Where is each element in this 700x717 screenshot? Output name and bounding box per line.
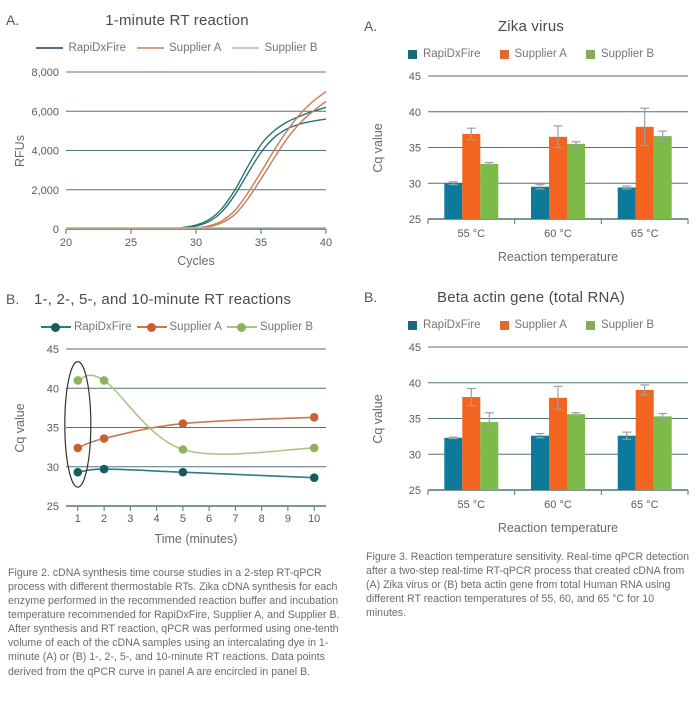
legend-item-supplier-a xyxy=(500,319,567,331)
x-category-label: 60 °C xyxy=(544,228,572,240)
x-tick-label: 1 xyxy=(74,513,81,525)
x-tick-label: 5 xyxy=(179,513,186,525)
x-tick-label: 35 xyxy=(254,237,268,249)
x-category-label: 65 °C xyxy=(630,499,659,511)
series-line-supplier-b xyxy=(78,375,314,454)
line-chart-svg xyxy=(8,58,344,272)
figure3-column xyxy=(350,0,700,717)
series-line-rapidxfire xyxy=(78,469,314,478)
series-line-supplier-a-replicate-2 xyxy=(66,101,326,228)
x-axis-title: Cycles xyxy=(177,254,215,268)
panel-title-zika-virus: Zika virus xyxy=(497,18,565,35)
y-tick-label: 4,000 xyxy=(31,145,59,158)
legend-item-supplier-b xyxy=(232,42,317,54)
y-tick-label: 8,000 xyxy=(31,67,59,79)
legend-square-swatch xyxy=(500,50,509,59)
panel-title-rt-timecourse: 1-, 2-, 5-, and 10-minute RT reactions xyxy=(34,291,292,308)
legend-square-swatch xyxy=(408,50,417,59)
legend-label: Supplier B xyxy=(600,48,654,60)
legend-label: RapiDxFire xyxy=(73,321,132,333)
legend-label: Supplier B xyxy=(600,319,654,331)
legend-label: Supplier A xyxy=(514,319,567,331)
chart-legend xyxy=(364,319,698,331)
legend-item-rapidxfire xyxy=(408,319,481,331)
bar-supplier-b xyxy=(567,414,585,490)
y-tick-label: 45 xyxy=(46,344,59,356)
y-axis-title: Cq value xyxy=(371,394,385,444)
legend-item-supplier-a xyxy=(137,42,221,54)
x-tick-label: 25 xyxy=(124,237,138,249)
legend-dotline-swatch xyxy=(41,323,71,332)
y-tick-label: 35 xyxy=(46,422,59,435)
y-tick-label: 25 xyxy=(408,214,421,226)
x-tick-label: 20 xyxy=(59,237,73,249)
x-tick-label: 6 xyxy=(206,513,213,525)
chart-legend xyxy=(364,48,698,60)
panel-title-beta-actin: Beta actin gene (total RNA) xyxy=(437,289,625,306)
data-point-supplier-a xyxy=(100,434,109,443)
legend-dotline-swatch xyxy=(227,323,257,332)
y-axis-title: RFUs xyxy=(13,135,27,167)
bar-rapidxfire xyxy=(618,188,636,220)
x-tick-label: 2 xyxy=(101,513,108,525)
x-tick-label: 7 xyxy=(232,513,239,525)
legend-dotline-swatch xyxy=(137,323,167,332)
data-point-rapidxfire xyxy=(179,468,188,477)
x-axis-title: Reaction temperature xyxy=(497,521,619,535)
panel-fig2b xyxy=(6,291,348,556)
panel-header xyxy=(6,291,348,308)
legend-label: Supplier B xyxy=(264,42,318,54)
legend-line-swatch xyxy=(232,47,259,49)
figure3-caption: Figure 3. Reaction temperature sensitivity. Real-time qPCR detection after a two-step real-time RT-qPCR process that created cDNA from (A) Zika virus or (B) beta actin gene from total Human RNA using different RT reaction temperatures of 55, 60, and 65 °C for 10 minutes. xyxy=(366,551,690,620)
panel-header xyxy=(6,12,348,29)
panel-label-b: B. xyxy=(364,289,378,305)
legend-label: RapiDxFire xyxy=(68,42,126,54)
bar-chart-svg xyxy=(366,335,700,541)
x-axis-title: Time (minutes) xyxy=(154,532,238,546)
y-axis-title: Cq value xyxy=(371,123,385,173)
legend-label: Supplier B xyxy=(259,321,313,333)
y-tick-label: 45 xyxy=(408,71,421,83)
x-tick-label: 4 xyxy=(153,513,160,525)
panel-header xyxy=(364,289,698,306)
bar-supplier-b xyxy=(654,136,672,219)
legend-item-supplier-b xyxy=(227,321,313,333)
y-axis-title: Cq value xyxy=(13,403,27,453)
legend-item-supplier-a xyxy=(500,48,567,60)
line-chart-svg xyxy=(8,337,344,551)
legend-label: Supplier A xyxy=(169,321,222,333)
bar-supplier-a xyxy=(636,390,654,490)
legend-dot-swatch xyxy=(147,323,156,332)
bar-supplier-b xyxy=(480,164,498,219)
bar-supplier-a xyxy=(549,398,567,490)
y-tick-label: 0 xyxy=(52,224,59,236)
legend-label: Supplier A xyxy=(169,42,222,54)
panel-label-a: A. xyxy=(364,18,378,34)
y-tick-label: 30 xyxy=(408,178,421,191)
x-tick-label: 10 xyxy=(308,513,321,525)
legend-item-supplier-b xyxy=(586,48,654,60)
legend-square-swatch xyxy=(500,321,509,330)
legend-label: RapiDxFire xyxy=(422,319,481,331)
data-point-supplier-b xyxy=(100,376,109,385)
bar-supplier-a xyxy=(549,137,567,219)
x-tick-label: 9 xyxy=(284,513,291,525)
y-tick-label: 30 xyxy=(46,461,59,474)
amplification-line-chart xyxy=(8,58,348,277)
bar-rapidxfire xyxy=(444,438,462,490)
panel-title-1min-rt: 1-minute RT reaction xyxy=(105,12,249,29)
legend-label: RapiDxFire xyxy=(422,48,481,60)
x-tick-label: 40 xyxy=(319,237,333,249)
y-tick-label: 2,000 xyxy=(31,184,59,197)
y-tick-label: 30 xyxy=(408,449,421,462)
x-category-label: 60 °C xyxy=(544,499,572,511)
panel-fig3b xyxy=(364,289,698,546)
cq-timecourse-line-chart xyxy=(8,337,348,556)
legend-item-supplier-b xyxy=(586,319,654,331)
x-tick-label: 30 xyxy=(189,237,203,249)
legend-line-swatch xyxy=(137,47,164,49)
zika-bar-chart xyxy=(366,64,698,275)
x-category-label: 65 °C xyxy=(630,228,659,240)
x-tick-label: 8 xyxy=(258,513,265,525)
data-point-rapidxfire xyxy=(310,473,319,482)
legend-square-swatch xyxy=(586,321,595,330)
y-tick-label: 45 xyxy=(408,342,421,354)
y-tick-label: 40 xyxy=(408,106,421,119)
x-axis-title: Reaction temperature xyxy=(497,250,619,264)
bar-supplier-a xyxy=(462,134,480,219)
data-point-supplier-b xyxy=(179,445,188,454)
legend-item-rapidxfire xyxy=(36,42,126,54)
data-point-supplier-b xyxy=(74,376,83,385)
panel-label-b: B. xyxy=(6,291,20,307)
figure2-caption: Figure 2. cDNA synthesis time course studies in a 2-step RT-qPCR process with different thermostable RTs. Zika cDNA synthesis for each enzyme performed in the recommended reaction buffer and incubation temperature recommended for RapiDxFire, Supplier A, and Supplier B. After synthesis and RT reaction, qPCR was performed using one-tenth volume of each of the cDNA samples using an intercalating dye in 1-minute (A) or (B) 1-, 2-, 5-, and 10-minute RT reactions. Data points derived from the qPCR curve in panel A are encircled in panel B. xyxy=(8,567,340,678)
chart-legend xyxy=(6,42,348,54)
data-point-supplier-a xyxy=(179,419,188,428)
legend-dot-swatch xyxy=(51,323,60,332)
data-point-supplier-a xyxy=(310,413,319,422)
bar-supplier-b xyxy=(654,416,672,490)
bar-rapidxfire xyxy=(444,183,462,219)
y-tick-label: 25 xyxy=(408,485,421,497)
legend-square-swatch xyxy=(586,50,595,59)
bar-supplier-b xyxy=(480,422,498,490)
data-point-supplier-a xyxy=(74,444,83,453)
y-tick-label: 40 xyxy=(408,377,421,390)
y-tick-label: 25 xyxy=(46,501,59,513)
data-point-rapidxfire xyxy=(74,468,83,477)
legend-dot-swatch xyxy=(237,323,246,332)
beta-actin-bar-chart xyxy=(366,335,698,546)
panel-label-a: A. xyxy=(6,12,20,28)
legend-item-supplier-a xyxy=(137,321,222,333)
data-point-supplier-b xyxy=(310,444,319,453)
panel-fig3a xyxy=(364,18,698,275)
data-point-rapidxfire xyxy=(100,465,109,474)
x-category-label: 55 °C xyxy=(457,228,486,240)
series-line-supplier-a xyxy=(78,417,314,448)
panel-fig2a xyxy=(6,12,348,277)
bar-chart-svg xyxy=(366,64,700,270)
y-tick-label: 35 xyxy=(408,142,421,155)
legend-item-rapidxfire xyxy=(41,321,132,333)
bar-rapidxfire xyxy=(618,436,636,490)
y-tick-label: 35 xyxy=(408,413,421,426)
series-line-rapidxfire-replicate-2 xyxy=(66,119,326,228)
chart-legend xyxy=(6,321,348,333)
legend-square-swatch xyxy=(408,321,417,330)
bar-supplier-a xyxy=(462,397,480,490)
y-tick-label: 6,000 xyxy=(31,106,59,119)
x-tick-label: 3 xyxy=(127,513,134,525)
legend-item-rapidxfire xyxy=(408,48,481,60)
bar-supplier-b xyxy=(567,144,585,219)
legend-label: Supplier A xyxy=(514,48,567,60)
bar-rapidxfire xyxy=(531,187,549,219)
legend-line-swatch xyxy=(36,47,63,49)
x-category-label: 55 °C xyxy=(457,499,486,511)
bar-rapidxfire xyxy=(531,436,549,490)
series-line-supplier-a-replicate-1 xyxy=(66,92,326,229)
y-tick-label: 40 xyxy=(46,383,59,396)
panel-header xyxy=(364,18,698,35)
series-line-rapidxfire-replicate-1 xyxy=(66,107,326,228)
